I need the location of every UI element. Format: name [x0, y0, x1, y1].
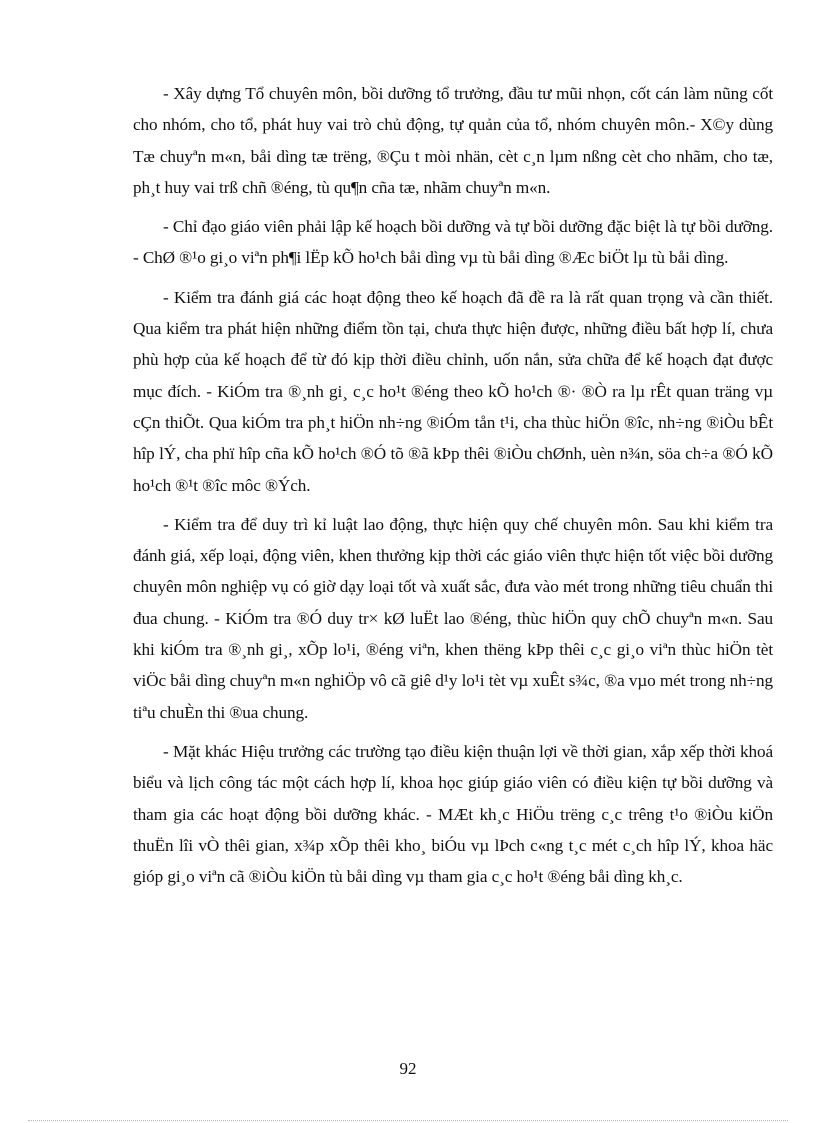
paragraph-inspection-evaluation: - Kiểm tra đánh giá các hoạt động theo kế hoạch đã đề ra là rất quan trọng và cần thiết. Qua kiểm tra phát hiện những điểm tồn tại, chưa thực hiện được, những điều bất hợp lí, chưa phù hợp của kế hoạch để từ đó kịp thời điều chỉnh, uốn nắn, sửa chữa để kế hoạch đạt được mục đích. - KiÓm tra ®¸nh gi¸ c¸c ho¹t ®éng theo kÕ ho¹ch ®· ®Ò ra lµ rÊt quan träng vµ cÇn thiÕt. Qua kiÓm tra ph¸t hiÖn nh÷ng ®iÓm tån t¹i, cha thùc hiÖn ®îc, nh÷ng ®iÒu bÊt hîp lÝ, cha phï hîp cña kÕ ho¹ch ®Ó tõ ®ã kÞp thêi ®iÒu chØnh, uèn n¾n, söa ch÷a ®Ó kÕ ho¹ch ®¹t ®îc môc ®Ých.	[133, 287, 773, 495]
paragraph-build-teams: - Xây dựng Tổ chuyên môn, bồi dưỡng tổ trưởng, đầu tư mũi nhọn, cốt cán làm nũng cốt cho nhóm, cho tổ, phát huy vai trò chủ động, tự quản của tổ, nhóm chuyên môn.- X©y dùng Tæ chuyªn m«n, båi dìng tæ trëng, ®Çu t mòi nhän, cèt c¸n lµm nßng cèt cho nhãm, cho tæ, ph¸t huy vai trß chñ ®éng, tù qu¶n cña tæ, nhãm chuyªn m«n.	[133, 84, 773, 197]
document-body	[133, 78, 773, 900]
paragraph-principals-support: - Mặt khác Hiệu trưởng các trường tạo điều kiện thuận lợi về thời gian, xắp xếp thời khoá biểu và lịch công tác một cách hợp lí, khoa học giúp giáo viên có điều kiện tự bồi dưỡng và tham gia các hoạt động bồi dưỡng khác. - MÆt kh¸c HiÖu trëng c¸c trêng t¹o ®iÒu kiÖn thuËn lîi vÒ thêi gian, x¾p xÕp thêi kho¸ biÓu vµ lÞch c«ng t¸c mét c¸ch hîp lÝ, khoa häc gióp gi¸o viªn cã ®iÒu kiÖn tù båi dìng vµ tham gia c¸c ho¹t ®éng båi dìng kh¸c.	[133, 741, 773, 887]
paragraph-discipline: - Kiểm tra để duy trì kỉ luật lao động, thực hiện quy chế chuyên môn. Sau khi kiểm tra đánh giá, xếp loại, động viên, khen thưởng kịp thời các giáo viên thực hiện tốt việc bồi dưỡng chuyên môn nghiệp vụ có giờ dạy loại tốt và xuất sắc, đưa vào mét trong những tiêu chuẩn thi đua chung. - KiÓm tra ®Ó duy tr× kØ luËt lao ®éng, thùc hiÖn quy chÕ chuyªn m«n. Sau khi kiÓm tra ®¸nh gi¸, xÕp lo¹i, ®éng viªn, khen thëng kÞp thêi c¸c gi¸o viªn thùc hiÖn tèt viÖc båi dìng chuyªn m«n nghiÖp vô cã giê d¹y lo¹i tèt vµ xuÊt s¾c, ®a vµo mét trong nh÷ng tiªu chuÈn thi ®ua chung.	[133, 514, 773, 722]
page-bottom-divider	[28, 1120, 788, 1121]
page-number: 92	[399, 1059, 417, 1078]
paragraph-direct-teachers: - Chỉ đạo giáo viên phải lập kế hoạch bồi dưỡng và tự bồi dưỡng đặc biệt là tự bồi dưỡng. - ChØ ®¹o gi¸o viªn ph¶i lËp kÕ ho¹ch båi dìng vµ tù båi dìng ®Æc biÖt lµ tù båi dìng.	[133, 217, 773, 268]
